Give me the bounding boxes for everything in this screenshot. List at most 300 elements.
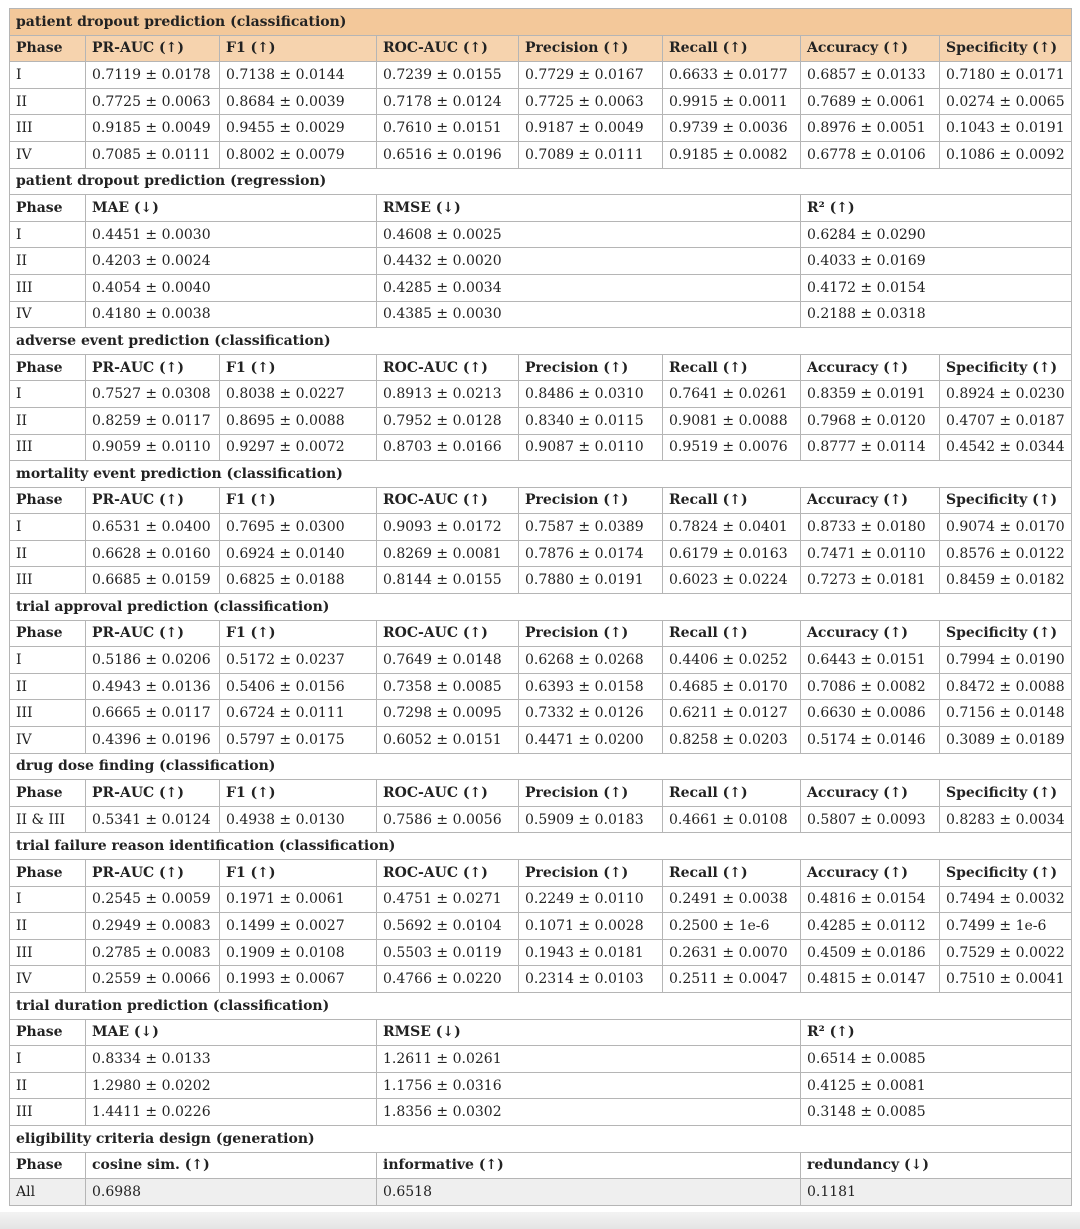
table-row — [10, 381, 1072, 408]
value-cell: 0.4707 ± 0.0187 — [940, 407, 1072, 434]
phase-cell: IV — [10, 966, 86, 993]
value-cell: 0.2631 ± 0.0070 — [663, 939, 801, 966]
value-cell: 0.7332 ± 0.0126 — [519, 700, 663, 727]
value-cell: 0.6393 ± 0.0158 — [519, 673, 663, 700]
table-row — [10, 806, 1072, 833]
metric-header: Accuracy (↑) — [801, 487, 940, 514]
phase-header: Phase — [10, 860, 86, 887]
phase-cell: I — [10, 886, 86, 913]
section-title-row — [10, 1125, 1072, 1152]
value-cell: 0.7298 ± 0.0095 — [377, 700, 519, 727]
value-cell: 0.7689 ± 0.0061 — [801, 88, 940, 115]
value-cell: 0.7587 ± 0.0389 — [519, 514, 663, 541]
value-cell: 0.6924 ± 0.0140 — [220, 540, 377, 567]
value-cell: 0.7089 ± 0.0111 — [519, 141, 663, 168]
value-cell: 0.7641 ± 0.0261 — [663, 381, 801, 408]
section-title-row — [10, 992, 1072, 1019]
value-cell: 0.9081 ± 0.0088 — [663, 407, 801, 434]
value-cell: 0.4285 ± 0.0112 — [801, 913, 940, 940]
header-row — [10, 487, 1072, 514]
metric-header: F1 (↑) — [220, 860, 377, 887]
value-cell: 0.7085 ± 0.0111 — [86, 141, 220, 168]
section-title: trial failure reason identification (classification) — [10, 833, 1072, 860]
value-cell: 0.8334 ± 0.0133 — [86, 1046, 377, 1073]
table-row — [10, 62, 1072, 89]
metric-header: PR-AUC (↑) — [86, 860, 220, 887]
section-title-row — [10, 168, 1072, 195]
value-cell: 0.1043 ± 0.0191 — [940, 115, 1072, 142]
table-row — [10, 141, 1072, 168]
metric-header: Recall (↑) — [663, 487, 801, 514]
value-cell: 0.3089 ± 0.0189 — [940, 727, 1072, 754]
value-cell: 0.6268 ± 0.0268 — [519, 647, 663, 674]
metric-header: ROC-AUC (↑) — [377, 487, 519, 514]
metric-header: Precision (↑) — [519, 35, 663, 62]
value-cell: 0.4285 ± 0.0034 — [377, 274, 801, 301]
value-cell: 0.6516 ± 0.0196 — [377, 141, 519, 168]
metric-header: ROC-AUC (↑) — [377, 620, 519, 647]
metric-header: MAE (↓) — [86, 195, 377, 222]
value-cell: 0.7086 ± 0.0082 — [801, 673, 940, 700]
value-cell: 0.4406 ± 0.0252 — [663, 647, 801, 674]
value-cell: 0.1181 — [801, 1179, 1072, 1206]
value-cell: 0.4661 ± 0.0108 — [663, 806, 801, 833]
value-cell: 0.7119 ± 0.0178 — [86, 62, 220, 89]
metric-header: Precision (↑) — [519, 620, 663, 647]
metric-header: Accuracy (↑) — [801, 620, 940, 647]
metric-header: F1 (↑) — [220, 354, 377, 381]
value-cell: 0.8486 ± 0.0310 — [519, 381, 663, 408]
value-cell: 0.8684 ± 0.0039 — [220, 88, 377, 115]
phase-cell: I — [10, 381, 86, 408]
value-cell: 0.5172 ± 0.0237 — [220, 647, 377, 674]
table-row — [10, 647, 1072, 674]
table-row — [10, 1099, 1072, 1126]
value-cell: 0.5692 ± 0.0104 — [377, 913, 519, 940]
value-cell: 0.5807 ± 0.0093 — [801, 806, 940, 833]
phase-cell: III — [10, 274, 86, 301]
table-row — [10, 88, 1072, 115]
phase-cell: III — [10, 700, 86, 727]
value-cell: 0.4432 ± 0.0020 — [377, 248, 801, 275]
phase-cell: II — [10, 407, 86, 434]
table-row — [10, 514, 1072, 541]
value-cell: 0.8913 ± 0.0213 — [377, 381, 519, 408]
header-row — [10, 195, 1072, 222]
value-cell: 0.8459 ± 0.0182 — [940, 567, 1072, 594]
header-row — [10, 780, 1072, 807]
value-cell: 0.2249 ± 0.0110 — [519, 886, 663, 913]
value-cell: 0.8976 ± 0.0051 — [801, 115, 940, 142]
value-cell: 0.4451 ± 0.0030 — [86, 221, 377, 248]
value-cell: 0.2545 ± 0.0059 — [86, 886, 220, 913]
value-cell: 0.7529 ± 0.0022 — [940, 939, 1072, 966]
metric-header: R² (↑) — [801, 195, 1072, 222]
value-cell: 0.7824 ± 0.0401 — [663, 514, 801, 541]
value-cell: 0.8340 ± 0.0115 — [519, 407, 663, 434]
value-cell: 0.1943 ± 0.0181 — [519, 939, 663, 966]
phase-cell: III — [10, 1099, 86, 1126]
value-cell: 0.6633 ± 0.0177 — [663, 62, 801, 89]
value-cell: 0.2500 ± 1e-6 — [663, 913, 801, 940]
value-cell: 0.1993 ± 0.0067 — [220, 966, 377, 993]
phase-header: Phase — [10, 1019, 86, 1046]
results-table — [9, 8, 1072, 1206]
metric-header: Recall (↑) — [663, 620, 801, 647]
value-cell: 1.1756 ± 0.0316 — [377, 1072, 801, 1099]
value-cell: 0.7471 ± 0.0110 — [801, 540, 940, 567]
phase-header: Phase — [10, 780, 86, 807]
value-cell: 0.4542 ± 0.0344 — [940, 434, 1072, 461]
table-row — [10, 1072, 1072, 1099]
value-cell: 0.1086 ± 0.0092 — [940, 141, 1072, 168]
metric-header: RMSE (↓) — [377, 1019, 801, 1046]
metric-header: Specificity (↑) — [940, 354, 1072, 381]
table-row — [10, 407, 1072, 434]
section-title-row — [10, 753, 1072, 780]
value-cell: 0.7695 ± 0.0300 — [220, 514, 377, 541]
metric-header: Specificity (↑) — [940, 780, 1072, 807]
metric-header: Precision (↑) — [519, 487, 663, 514]
metric-header: F1 (↑) — [220, 620, 377, 647]
value-cell: 0.2785 ± 0.0083 — [86, 939, 220, 966]
metric-header: F1 (↑) — [220, 780, 377, 807]
value-cell: 0.2949 ± 0.0083 — [86, 913, 220, 940]
value-cell: 0.7138 ± 0.0144 — [220, 62, 377, 89]
value-cell: 0.6052 ± 0.0151 — [377, 727, 519, 754]
table-row — [10, 274, 1072, 301]
section-title-row — [10, 594, 1072, 621]
phase-cell: IV — [10, 141, 86, 168]
metric-header: ROC-AUC (↑) — [377, 35, 519, 62]
header-row — [10, 354, 1072, 381]
value-cell: 1.2611 ± 0.0261 — [377, 1046, 801, 1073]
metric-header: Accuracy (↑) — [801, 860, 940, 887]
metric-header: Recall (↑) — [663, 860, 801, 887]
metric-header: Precision (↑) — [519, 354, 663, 381]
value-cell: 0.9093 ± 0.0172 — [377, 514, 519, 541]
header-row — [10, 620, 1072, 647]
phase-cell: I — [10, 62, 86, 89]
table-row — [10, 115, 1072, 142]
phase-cell: I — [10, 1046, 86, 1073]
value-cell: 0.6284 ± 0.0290 — [801, 221, 1072, 248]
value-cell: 0.0274 ± 0.0065 — [940, 88, 1072, 115]
value-cell: 0.4054 ± 0.0040 — [86, 274, 377, 301]
phase-cell: III — [10, 434, 86, 461]
value-cell: 0.9297 ± 0.0072 — [220, 434, 377, 461]
metric-header: ROC-AUC (↑) — [377, 780, 519, 807]
table-row — [10, 913, 1072, 940]
section-title-row — [10, 833, 1072, 860]
table-row — [10, 939, 1072, 966]
metric-header: informative (↑) — [377, 1152, 801, 1179]
value-cell: 0.4766 ± 0.0220 — [377, 966, 519, 993]
phase-header: Phase — [10, 195, 86, 222]
value-cell: 0.7968 ± 0.0120 — [801, 407, 940, 434]
phase-cell: III — [10, 939, 86, 966]
value-cell: 0.7239 ± 0.0155 — [377, 62, 519, 89]
value-cell: 0.7725 ± 0.0063 — [86, 88, 220, 115]
value-cell: 0.9185 ± 0.0082 — [663, 141, 801, 168]
value-cell: 0.1071 ± 0.0028 — [519, 913, 663, 940]
phase-header: Phase — [10, 35, 86, 62]
table-row — [10, 1046, 1072, 1073]
metric-header: F1 (↑) — [220, 35, 377, 62]
phase-header: Phase — [10, 1152, 86, 1179]
value-cell: 0.4816 ± 0.0154 — [801, 886, 940, 913]
value-cell: 0.8283 ± 0.0034 — [940, 806, 1072, 833]
section-title: adverse event prediction (classification) — [10, 328, 1072, 355]
value-cell: 0.5909 ± 0.0183 — [519, 806, 663, 833]
metric-header: Specificity (↑) — [940, 35, 1072, 62]
phase-cell: II — [10, 88, 86, 115]
value-cell: 0.8269 ± 0.0081 — [377, 540, 519, 567]
value-cell: 0.5186 ± 0.0206 — [86, 647, 220, 674]
table-row — [10, 567, 1072, 594]
metric-header: Recall (↑) — [663, 35, 801, 62]
value-cell: 0.6857 ± 0.0133 — [801, 62, 940, 89]
value-cell: 0.8576 ± 0.0122 — [940, 540, 1072, 567]
value-cell: 0.7876 ± 0.0174 — [519, 540, 663, 567]
value-cell: 0.2559 ± 0.0066 — [86, 966, 220, 993]
value-cell: 0.6685 ± 0.0159 — [86, 567, 220, 594]
phase-header: Phase — [10, 354, 86, 381]
metric-header: Recall (↑) — [663, 780, 801, 807]
value-cell: 0.8472 ± 0.0088 — [940, 673, 1072, 700]
value-cell: 0.8258 ± 0.0203 — [663, 727, 801, 754]
value-cell: 0.7273 ± 0.0181 — [801, 567, 940, 594]
value-cell: 0.2314 ± 0.0103 — [519, 966, 663, 993]
table-row — [10, 727, 1072, 754]
table-row — [10, 700, 1072, 727]
phase-cell: III — [10, 567, 86, 594]
value-cell: 0.4172 ± 0.0154 — [801, 274, 1072, 301]
value-cell: 0.8038 ± 0.0227 — [220, 381, 377, 408]
section-title-row — [10, 328, 1072, 355]
phase-cell: II & III — [10, 806, 86, 833]
value-cell: 0.6211 ± 0.0127 — [663, 700, 801, 727]
value-cell: 0.4608 ± 0.0025 — [377, 221, 801, 248]
value-cell: 0.4751 ± 0.0271 — [377, 886, 519, 913]
section-title: patient dropout prediction (regression) — [10, 168, 1072, 195]
value-cell: 0.8259 ± 0.0117 — [86, 407, 220, 434]
section-title-row — [10, 9, 1072, 36]
value-cell: 0.7649 ± 0.0148 — [377, 647, 519, 674]
phase-cell: II — [10, 540, 86, 567]
value-cell: 0.6988 — [86, 1179, 377, 1206]
value-cell: 0.4385 ± 0.0030 — [377, 301, 801, 328]
value-cell: 0.7358 ± 0.0085 — [377, 673, 519, 700]
header-row — [10, 860, 1072, 887]
value-cell: 0.9519 ± 0.0076 — [663, 434, 801, 461]
value-cell: 0.8695 ± 0.0088 — [220, 407, 377, 434]
metric-header: Accuracy (↑) — [801, 780, 940, 807]
value-cell: 0.5503 ± 0.0119 — [377, 939, 519, 966]
phase-cell: IV — [10, 301, 86, 328]
phase-cell: I — [10, 514, 86, 541]
value-cell: 0.7180 ± 0.0171 — [940, 62, 1072, 89]
value-cell: 0.8777 ± 0.0114 — [801, 434, 940, 461]
table-row — [10, 540, 1072, 567]
value-cell: 0.9187 ± 0.0049 — [519, 115, 663, 142]
metric-header: ROC-AUC (↑) — [377, 354, 519, 381]
value-cell: 0.7527 ± 0.0308 — [86, 381, 220, 408]
value-cell: 0.6628 ± 0.0160 — [86, 540, 220, 567]
value-cell: 1.8356 ± 0.0302 — [377, 1099, 801, 1126]
value-cell: 0.2511 ± 0.0047 — [663, 966, 801, 993]
phase-cell: I — [10, 647, 86, 674]
phase-header: Phase — [10, 487, 86, 514]
phase-cell: II — [10, 913, 86, 940]
section-title: trial duration prediction (classification) — [10, 992, 1072, 1019]
metric-header: Precision (↑) — [519, 780, 663, 807]
value-cell: 0.5174 ± 0.0146 — [801, 727, 940, 754]
value-cell: 0.7178 ± 0.0124 — [377, 88, 519, 115]
header-row — [10, 35, 1072, 62]
value-cell: 0.9915 ± 0.0011 — [663, 88, 801, 115]
section-title: drug dose finding (classification) — [10, 753, 1072, 780]
value-cell: 0.1909 ± 0.0108 — [220, 939, 377, 966]
table-row — [10, 221, 1072, 248]
table-row — [10, 248, 1072, 275]
metric-header: ROC-AUC (↑) — [377, 860, 519, 887]
metric-header: Accuracy (↑) — [801, 35, 940, 62]
phase-cell: III — [10, 115, 86, 142]
table-row — [10, 301, 1072, 328]
phase-header: Phase — [10, 620, 86, 647]
value-cell: 0.9455 ± 0.0029 — [220, 115, 377, 142]
value-cell: 0.4033 ± 0.0169 — [801, 248, 1072, 275]
value-cell: 0.4938 ± 0.0130 — [220, 806, 377, 833]
metric-header: Accuracy (↑) — [801, 354, 940, 381]
phase-cell: All — [10, 1179, 86, 1206]
value-cell: 0.4203 ± 0.0024 — [86, 248, 377, 275]
section-title-row — [10, 461, 1072, 488]
value-cell: 0.6778 ± 0.0106 — [801, 141, 940, 168]
value-cell: 0.8924 ± 0.0230 — [940, 381, 1072, 408]
phase-cell: I — [10, 221, 86, 248]
value-cell: 0.7499 ± 1e-6 — [940, 913, 1072, 940]
value-cell: 0.4943 ± 0.0136 — [86, 673, 220, 700]
value-cell: 0.7610 ± 0.0151 — [377, 115, 519, 142]
table-row — [10, 673, 1072, 700]
value-cell: 0.4180 ± 0.0038 — [86, 301, 377, 328]
value-cell: 0.4685 ± 0.0170 — [663, 673, 801, 700]
value-cell: 0.6825 ± 0.0188 — [220, 567, 377, 594]
metric-header: R² (↑) — [801, 1019, 1072, 1046]
value-cell: 0.5797 ± 0.0175 — [220, 727, 377, 754]
value-cell: 0.6531 ± 0.0400 — [86, 514, 220, 541]
table-row — [10, 886, 1072, 913]
value-cell: 0.8703 ± 0.0166 — [377, 434, 519, 461]
value-cell: 0.6724 ± 0.0111 — [220, 700, 377, 727]
bottom-shadow — [0, 1212, 1080, 1229]
metric-header: Specificity (↑) — [940, 487, 1072, 514]
value-cell: 0.4125 ± 0.0081 — [801, 1072, 1072, 1099]
value-cell: 0.2491 ± 0.0038 — [663, 886, 801, 913]
table-row — [10, 434, 1072, 461]
value-cell: 0.3148 ± 0.0085 — [801, 1099, 1072, 1126]
phase-cell: II — [10, 248, 86, 275]
value-cell: 0.7586 ± 0.0056 — [377, 806, 519, 833]
value-cell: 0.8144 ± 0.0155 — [377, 567, 519, 594]
section-title: mortality event prediction (classification) — [10, 461, 1072, 488]
results-table-container — [9, 8, 1071, 1206]
value-cell: 0.1499 ± 0.0027 — [220, 913, 377, 940]
value-cell: 0.6443 ± 0.0151 — [801, 647, 940, 674]
value-cell: 0.9074 ± 0.0170 — [940, 514, 1072, 541]
metric-header: MAE (↓) — [86, 1019, 377, 1046]
value-cell: 0.4509 ± 0.0186 — [801, 939, 940, 966]
value-cell: 0.9739 ± 0.0036 — [663, 115, 801, 142]
metric-header: Specificity (↑) — [940, 860, 1072, 887]
value-cell: 0.8002 ± 0.0079 — [220, 141, 377, 168]
value-cell: 0.4471 ± 0.0200 — [519, 727, 663, 754]
phase-cell: IV — [10, 727, 86, 754]
value-cell: 0.6179 ± 0.0163 — [663, 540, 801, 567]
value-cell: 0.1971 ± 0.0061 — [220, 886, 377, 913]
value-cell: 0.4396 ± 0.0196 — [86, 727, 220, 754]
value-cell: 0.7725 ± 0.0063 — [519, 88, 663, 115]
section-title: trial approval prediction (classification) — [10, 594, 1072, 621]
value-cell: 0.8733 ± 0.0180 — [801, 514, 940, 541]
value-cell: 0.7510 ± 0.0041 — [940, 966, 1072, 993]
metric-header: cosine sim. (↑) — [86, 1152, 377, 1179]
value-cell: 0.7952 ± 0.0128 — [377, 407, 519, 434]
table-row — [10, 1179, 1072, 1206]
metric-header: PR-AUC (↑) — [86, 35, 220, 62]
header-row — [10, 1019, 1072, 1046]
section-title: eligibility criteria design (generation) — [10, 1125, 1072, 1152]
table-row — [10, 966, 1072, 993]
value-cell: 0.9185 ± 0.0049 — [86, 115, 220, 142]
value-cell: 1.4411 ± 0.0226 — [86, 1099, 377, 1126]
value-cell: 0.6630 ± 0.0086 — [801, 700, 940, 727]
value-cell: 0.6665 ± 0.0117 — [86, 700, 220, 727]
value-cell: 0.6514 ± 0.0085 — [801, 1046, 1072, 1073]
value-cell: 0.7880 ± 0.0191 — [519, 567, 663, 594]
phase-cell: II — [10, 673, 86, 700]
value-cell: 0.8359 ± 0.0191 — [801, 381, 940, 408]
value-cell: 0.7729 ± 0.0167 — [519, 62, 663, 89]
value-cell: 0.6518 — [377, 1179, 801, 1206]
metric-header: redundancy (↓) — [801, 1152, 1072, 1179]
value-cell: 0.7994 ± 0.0190 — [940, 647, 1072, 674]
value-cell: 0.6023 ± 0.0224 — [663, 567, 801, 594]
metric-header: PR-AUC (↑) — [86, 620, 220, 647]
metric-header: Recall (↑) — [663, 354, 801, 381]
metric-header: PR-AUC (↑) — [86, 487, 220, 514]
value-cell: 0.7494 ± 0.0032 — [940, 886, 1072, 913]
value-cell: 1.2980 ± 0.0202 — [86, 1072, 377, 1099]
phase-cell: II — [10, 1072, 86, 1099]
metric-header: F1 (↑) — [220, 487, 377, 514]
header-row — [10, 1152, 1072, 1179]
section-title: patient dropout prediction (classification) — [10, 9, 1072, 36]
value-cell: 0.4815 ± 0.0147 — [801, 966, 940, 993]
metric-header: PR-AUC (↑) — [86, 354, 220, 381]
metric-header: RMSE (↓) — [377, 195, 801, 222]
value-cell: 0.7156 ± 0.0148 — [940, 700, 1072, 727]
value-cell: 0.9087 ± 0.0110 — [519, 434, 663, 461]
value-cell: 0.2188 ± 0.0318 — [801, 301, 1072, 328]
metric-header: Specificity (↑) — [940, 620, 1072, 647]
value-cell: 0.5341 ± 0.0124 — [86, 806, 220, 833]
value-cell: 0.5406 ± 0.0156 — [220, 673, 377, 700]
value-cell: 0.9059 ± 0.0110 — [86, 434, 220, 461]
metric-header: PR-AUC (↑) — [86, 780, 220, 807]
